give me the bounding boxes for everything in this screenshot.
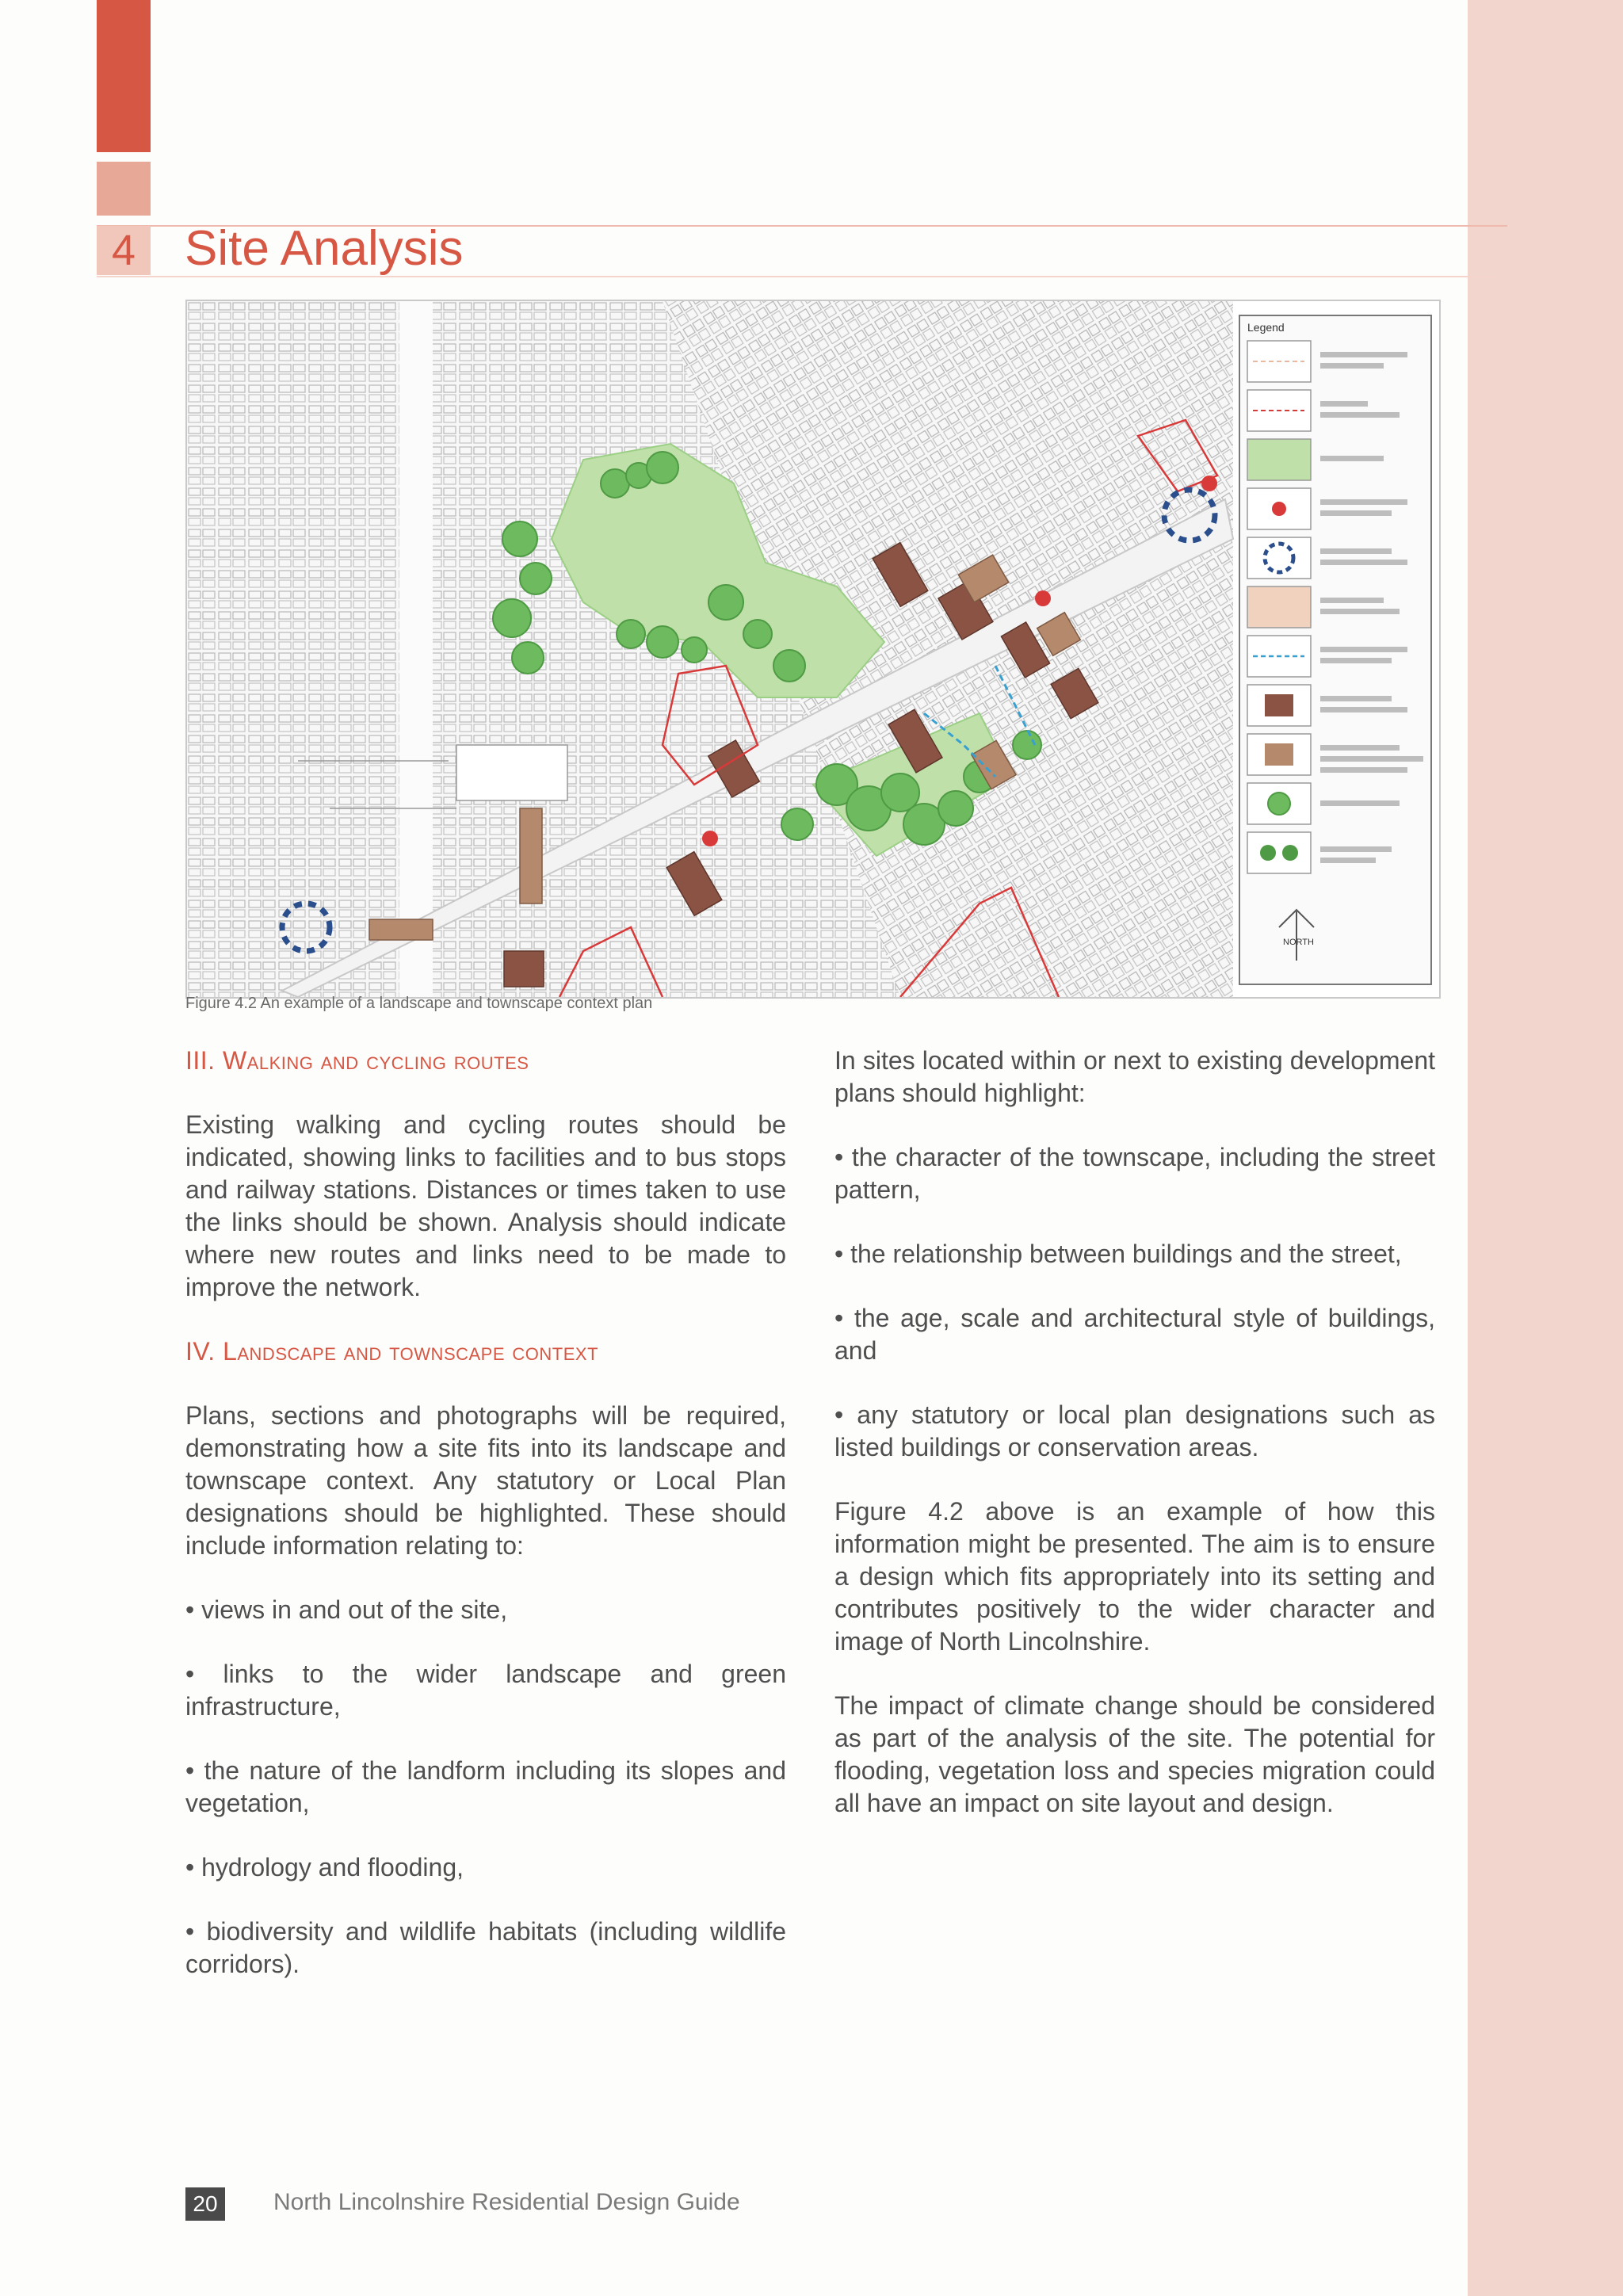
- header-rule-bottom: [97, 276, 1499, 277]
- page-number: 20: [185, 2187, 225, 2221]
- page-title: Site Analysis: [185, 221, 464, 276]
- bullet-designations: • any statutory or local plan designations such as listed buildings or conservation areas.: [834, 1400, 1435, 1461]
- left-column: [185, 1045, 786, 2012]
- map-annotation-box: [456, 745, 567, 800]
- svg-text:NORTH: NORTH: [1283, 938, 1314, 947]
- chapter-number: 4: [111, 227, 136, 274]
- bullet-views: • views in and out of the site,: [185, 1595, 508, 1624]
- footer-title: North Lincolnshire Residential Design Guide: [273, 2189, 740, 2215]
- paragraph-intro: In sites located within or next to existing development plans should highlight:: [834, 1046, 1435, 1107]
- right-column: [834, 1045, 1435, 1851]
- bullet-landform: • the nature of the landform including its slopes and vegetation,: [185, 1756, 786, 1817]
- figure-caption: Figure 4.2 An example of a landscape and townscape context plan: [185, 995, 653, 1012]
- bullet-age-scale: • the age, scale and architectural style of buildings, and: [834, 1304, 1435, 1365]
- context-plan-figure: [185, 300, 1441, 999]
- bullet-biodiversity: • biodiversity and wildlife habitats (including wildlife corridors).: [185, 1917, 786, 1978]
- right-margin-band: [1468, 0, 1623, 2296]
- paragraph-figure-reference: Figure 4.2 above is an example of how this information might be presented. The aim is to ensure a design which fits appropriately into its setting and contributes positively to the wider character and image of North Lincolnshire.: [834, 1497, 1435, 1656]
- paragraph-climate-change: The impact of climate change should be considered as part of the analysis of the site. The potential for flooding, vegetation loss and species migration could all have an impact on site layout and design.: [834, 1691, 1435, 1817]
- heading-walking-cycling: III. Walking and cycling routes: [185, 1046, 529, 1075]
- paragraph-walking-cycling: Existing walking and cycling routes should be indicated, showing links to facilities and to bus stops and railway stations. Distances or times taken to use the links should be shown. Analysis should indicate where new routes and links need to be made to improve the network.: [185, 1110, 786, 1301]
- north-south-road: [399, 301, 433, 997]
- chapter-tab-light: [97, 162, 151, 216]
- chapter-tab-dark: [97, 0, 151, 152]
- bullet-character: • the character of the townscape, including the street pattern,: [834, 1143, 1435, 1204]
- paragraph-landscape-townscape: Plans, sections and photographs will be required, demonstrating how a site fits into its landscape and townscape context. Any statutory or Local Plan designations should be highlighted. These should include information relating to:: [185, 1401, 786, 1560]
- svg-text:Legend: Legend: [1247, 321, 1285, 334]
- bullet-hydrology: • hydrology and flooding,: [185, 1853, 464, 1881]
- bullet-relationship: • the relationship between buildings and the street,: [834, 1240, 1402, 1268]
- map-legend-panel: [1239, 315, 1431, 984]
- bullet-links: • links to the wider landscape and green infrastructure,: [185, 1660, 786, 1721]
- heading-landscape-townscape: IV. Landscape and townscape context: [185, 1337, 599, 1366]
